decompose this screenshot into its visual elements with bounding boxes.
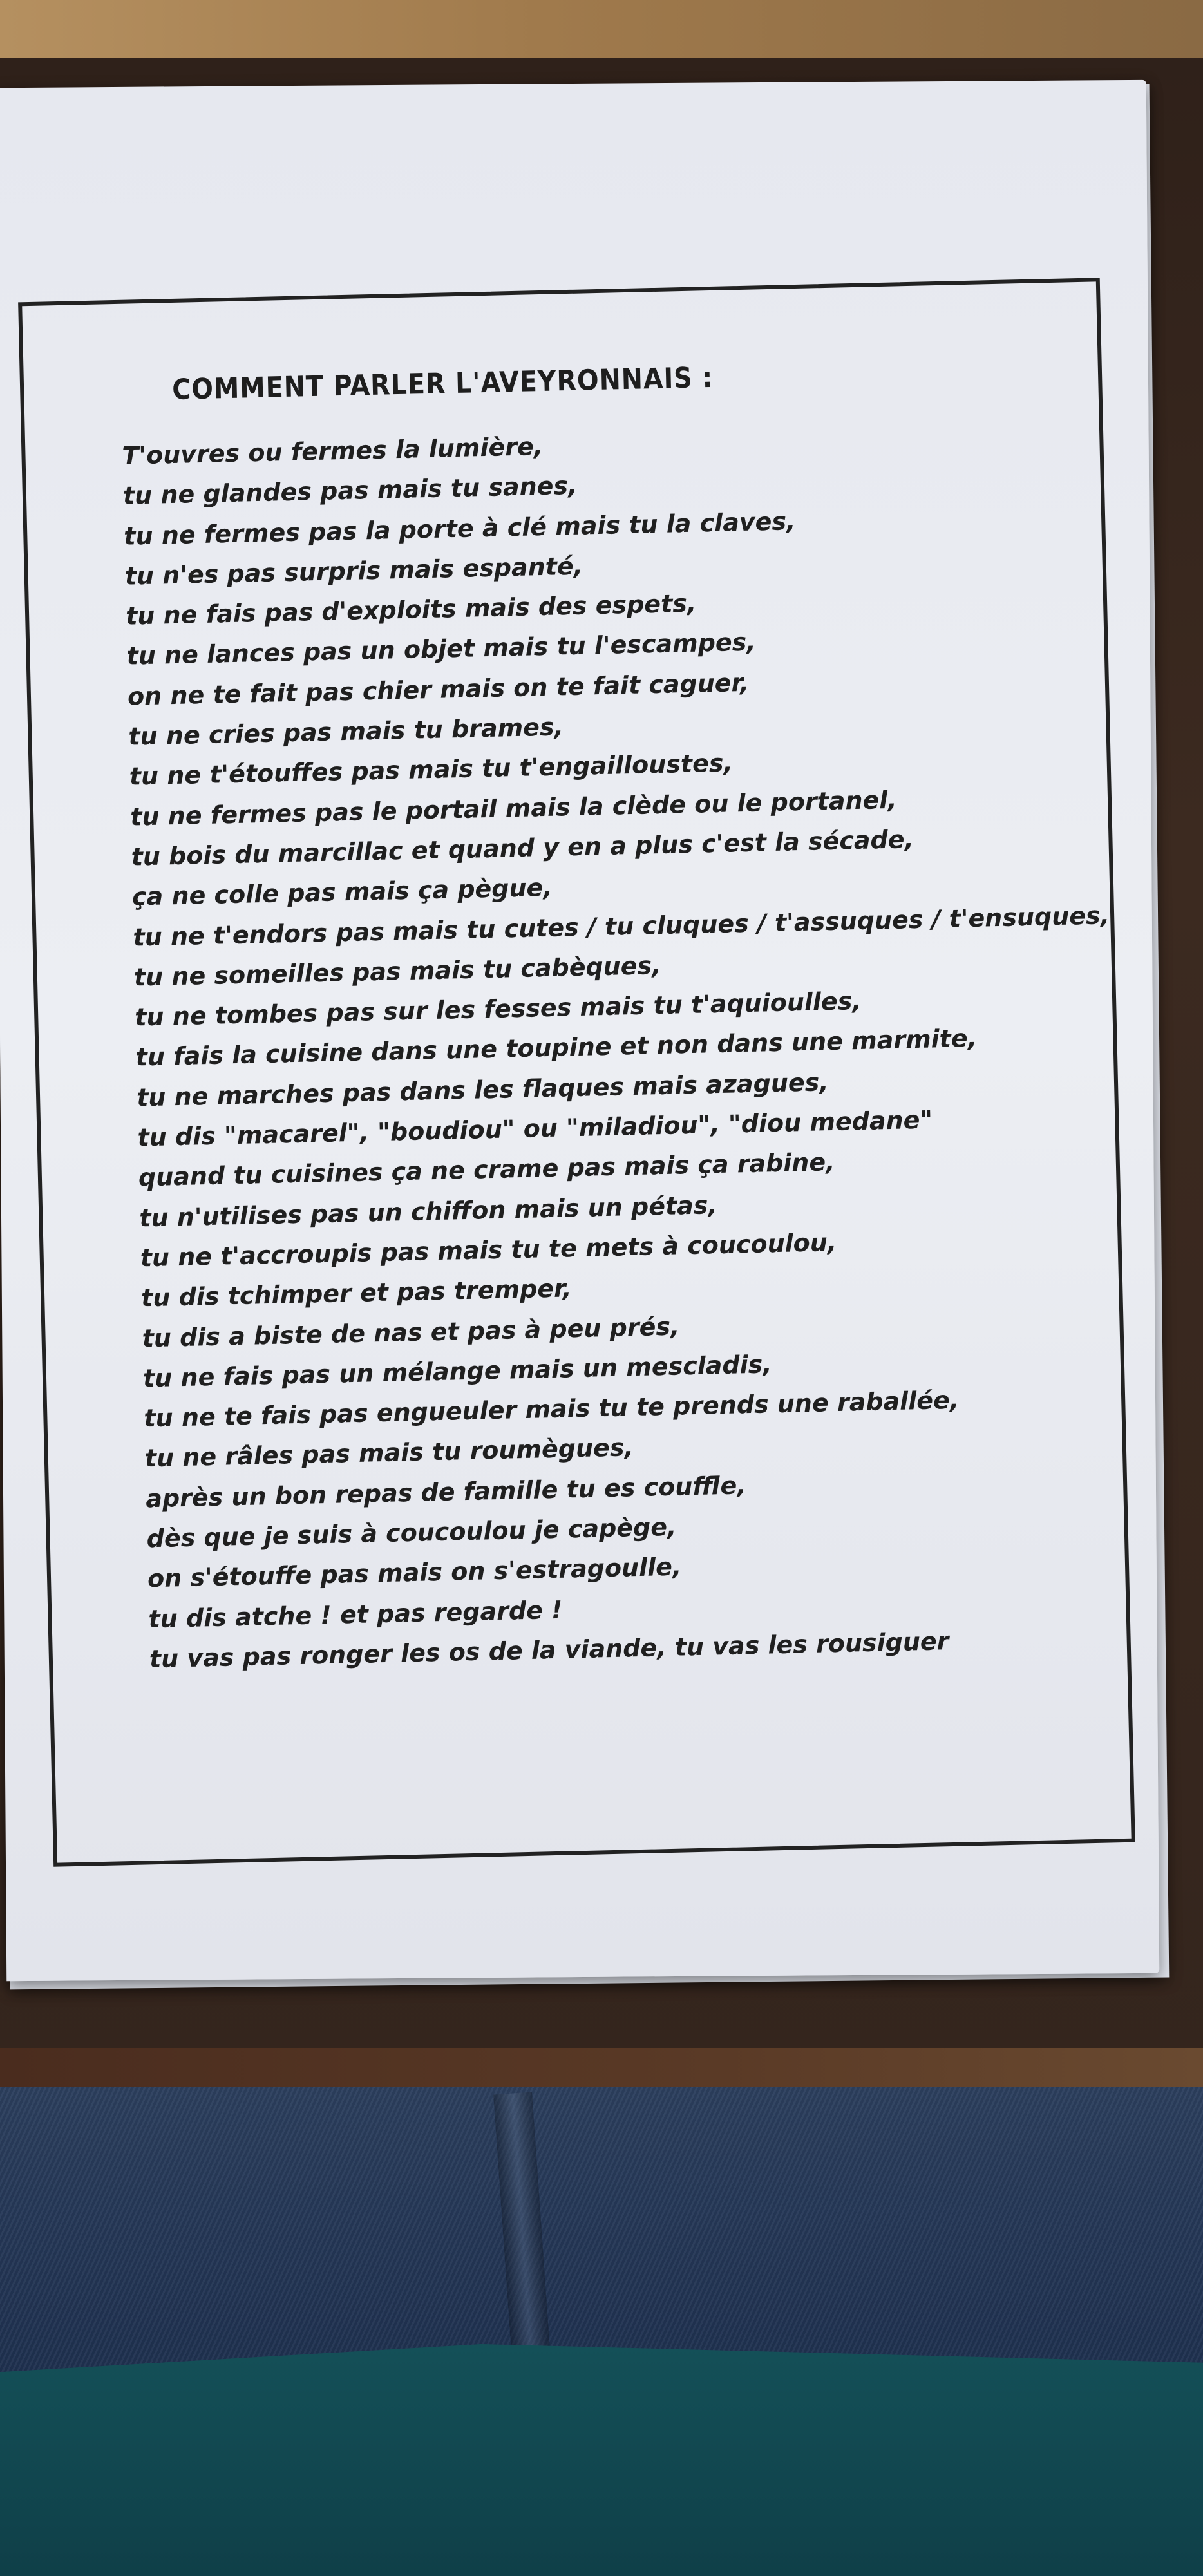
- shirt-fabric: [0, 2344, 1203, 2576]
- poem-line: tu fais la cuisine dans une toupine et non dans une marmite,: [135, 1024, 978, 1072]
- poem-lines: [122, 414, 1115, 1680]
- poem-line: tu n'utilises pas un chiffon mais un pétas,: [138, 1190, 718, 1233]
- poem-line: tu ne t'endors pas mais tu cutes / tu cluques / t'assuques / t'ensuques,: [133, 900, 1110, 952]
- poem-line: tu vas pas ronger les os de la viande, tu vas les rousiguer: [149, 1627, 949, 1674]
- poem-line: quand tu cuisines ça ne crame pas mais ça rabine,: [138, 1148, 835, 1192]
- poem-line: tu n'es pas surpris mais espanté,: [124, 551, 583, 591]
- poem-line: tu ne fermes pas la porte à clé mais tu la claves,: [123, 506, 796, 551]
- poem-line: tu dis atche ! et pas regarde !: [148, 1595, 563, 1633]
- document-title: COMMENT PARLER L'AVEYRONNAIS :: [171, 361, 714, 406]
- poem-line: tu ne cries pas mais tu brames,: [128, 712, 564, 751]
- poem-line: T'ouvres ou fermes la lumière,: [122, 431, 544, 470]
- poem-line: tu ne te fais pas engueuler mais tu te prends une raballée,: [143, 1385, 960, 1433]
- poem-line: tu ne lances pas un objet mais tu l'escampes,: [126, 628, 757, 671]
- poem-line: tu dis "macarel", "boudiou" ou "miladiou", "diou medane": [137, 1105, 933, 1152]
- poem-line: ça ne colle pas mais ça pègue,: [131, 873, 553, 911]
- poem-line: tu ne marches pas dans les flaques mais azagues,: [136, 1067, 829, 1112]
- text-frame: [18, 278, 1135, 1866]
- poem-line: on ne te fait pas chier mais on te fait caguer,: [127, 668, 750, 711]
- poem-line: tu ne râles pas mais tu roumègues,: [144, 1433, 634, 1473]
- poem-line: tu ne t'étouffes pas mais tu t'engailloustes,: [129, 748, 734, 791]
- poem-line: tu dis tchimper et pas tremper,: [140, 1274, 573, 1312]
- poem-line: dès que je suis à coucoulou je capège,: [146, 1512, 677, 1553]
- poem-line: tu ne fais pas d'exploits mais des espets,: [125, 589, 697, 630]
- poem-line: tu bois du marcillac et quand y en a plus c'est la sécade,: [131, 825, 914, 871]
- poem-line: après un bon repas de famille tu es couffle,: [145, 1470, 747, 1513]
- poem-line: tu ne fais pas un mélange mais un mescladis,: [142, 1350, 773, 1393]
- poem-line: tu ne glandes pas mais tu sanes,: [122, 471, 578, 511]
- poem-line: on s'étouffe pas mais on s'estragoulle,: [147, 1552, 682, 1593]
- wood-edge-top: [0, 0, 1203, 58]
- poem-line: tu ne t'accroupis pas mais tu te mets à coucoulou,: [140, 1227, 837, 1273]
- poem-line: tu ne someilles pas mais tu cabèques,: [133, 951, 661, 992]
- poem-line: tu ne fermes pas le portail mais la clède ou le portanel,: [129, 785, 898, 831]
- poem-line: tu dis a biste de nas et pas à peu prés,: [142, 1312, 680, 1352]
- poem-line: tu ne tombes pas sur les fesses mais tu t'aquioulles,: [134, 987, 862, 1032]
- paper-sheet: [0, 80, 1159, 1981]
